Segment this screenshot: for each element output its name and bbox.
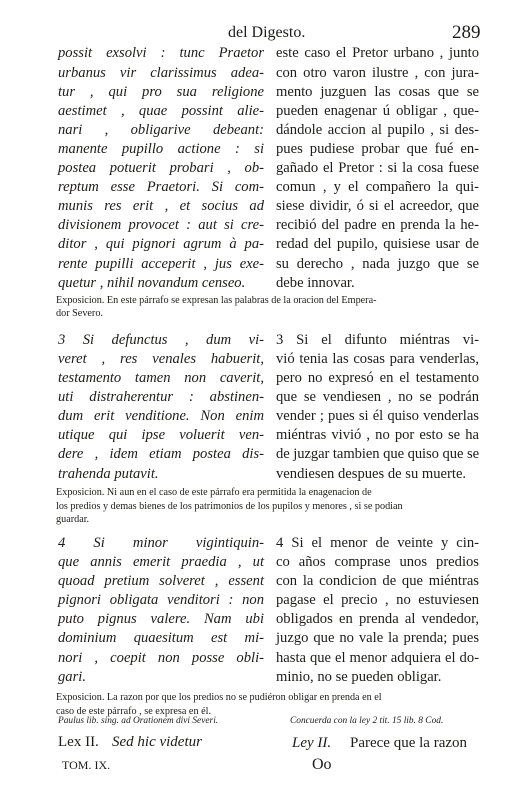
latin-line: postea potuerit probari , ob- [58, 160, 264, 177]
latin-line: divisionem provocet : aut si cre- [58, 217, 264, 234]
latin-line: dum erit venditione. Non enim [58, 408, 264, 425]
spanish-line: hasta que el menor adquiera el do- [276, 649, 479, 666]
latin-line: urbanus vir clarissimus adea- [58, 64, 264, 81]
spanish-line: debe innovar. [276, 274, 355, 291]
latin-line: aestimet , quae possint alie- [58, 102, 264, 119]
spanish-line: vendiesen despues de su muerte. [276, 465, 467, 482]
running-head: del Digesto. [228, 24, 306, 41]
spanish-line: con la condicion de que miéntras [276, 573, 479, 590]
latin-line: rente pupilli acceperit , jus exe- [58, 255, 264, 272]
spanish-line: con otro varon ilustre , con jura- [276, 64, 479, 81]
volume-label: TOM. IX. [62, 758, 111, 772]
latin-line: utique qui ipse voluerit ven- [58, 427, 264, 444]
spanish-line: 4 Si el menor de veinte y cin- [276, 535, 479, 552]
latin-line: ditor , qui pignori agrum à pa- [58, 236, 264, 253]
lex-heading: Lex II. [58, 734, 99, 750]
latin-line: 4 Si minor vigintiquin- [58, 535, 264, 552]
latin-line: quoad pretium solveret , essent [58, 573, 264, 590]
latin-line: dere , idem etiam postea dis- [58, 446, 264, 463]
spanish-line: recibió del padre en prenda la he- [276, 217, 479, 234]
spanish-line: vender ; pues si él quiso venderlas [276, 408, 479, 425]
spanish-line: minio, no se pueden obligar. [276, 668, 442, 685]
latin-line: 3 Si defunctus , dum vi- [58, 331, 264, 348]
spanish-line: obligados en prenda al vendedor, [276, 611, 479, 628]
spanish-line: pueden enagenar ú obligar , que- [276, 102, 479, 119]
exposition-line: guardar. [56, 513, 90, 525]
spanish-line: comun , y el compañero la qui- [276, 179, 479, 196]
latin-line: possit exsolvi : tunc Praetor [58, 45, 264, 62]
exposition-line: dor Severo. [56, 308, 103, 320]
left-reference: Paulus lib. sing. ad Orationem divi Severi. [58, 716, 219, 726]
latin-line: dominium quaesitum est mi- [58, 630, 264, 647]
latin-line: que annis emerit praedia , ut [58, 554, 264, 571]
latin-line: nari , obligarive debeant: [58, 121, 264, 138]
latin-line: munis res erit , et socius ad [58, 198, 264, 215]
lex-text: Sed hic videtur [112, 734, 202, 750]
page-number: 289 [452, 22, 481, 43]
latin-line: gari. [58, 668, 86, 685]
spanish-line: 3 Si el difunto miéntras vi- [276, 331, 479, 348]
spanish-line: dándole accion al pupilo , si des- [276, 121, 479, 138]
spanish-line: pero no expresó en el testamento [276, 370, 479, 387]
signature-mark: Oo [312, 756, 332, 773]
latin-line: pignori obligata venditori : non [58, 592, 264, 609]
exposition-line: Exposicion. La razon por que los predios no se pudiéron obligar en prenda en el [56, 692, 382, 704]
spanish-line: mento juzguen las cosas que se [276, 83, 479, 100]
spanish-line: este caso el Pretor urbano , junto [276, 45, 479, 62]
exposition-line: caso de este párrafo , se expresa en él. [56, 705, 211, 717]
spanish-line: siese dividir, ó si el acreedor, que [276, 198, 479, 215]
latin-line: quetur , nihil novandum censeo. [58, 274, 246, 291]
latin-line: manente pupillo actione : si [58, 140, 264, 157]
latin-line: veret , res venales habuerit, [58, 350, 264, 367]
spanish-line: su derecho , nada juzgo que se [276, 255, 479, 272]
latin-line: trahenda putavit. [58, 465, 159, 482]
latin-line: tur , qui pro sua religione [58, 83, 264, 100]
spanish-line: que se vendiesen , no se podrán [276, 389, 479, 406]
spanish-line: redad del pupilo, quisiese usar de [276, 236, 479, 253]
ley-text: Parece que la razon [350, 735, 468, 751]
spanish-line: pagase el precio , no estuviesen [276, 592, 479, 609]
latin-line: uti distraherentur : abstinen- [58, 389, 264, 406]
right-reference: Concuerda con la ley 2 tit. 15 lib. 8 Cod. [290, 716, 444, 726]
spanish-line: miéntras vivió , no por esto se ha [276, 427, 479, 444]
latin-line: puto pignus valere. Nam ubi [58, 611, 264, 628]
latin-line: testamento tamen non caverit, [58, 370, 264, 387]
spanish-line: juzgo que no vale la prenda; pues [276, 630, 479, 647]
latin-line: nori , coepit non posse obli- [58, 649, 264, 666]
spanish-line: co años comprase unos predios [276, 554, 479, 571]
spanish-line: de juzgar tambien que quiso que se [276, 446, 479, 463]
latin-line: reptum esse Praetori. Si com- [58, 179, 264, 196]
exposition-line: Exposicion. Ni aun en el caso de este párrafo era permitida la enagenacion de [56, 487, 372, 499]
exposition-line: los predios y demas bienes de los patrimonios de los pupilos y menores , si se podian [56, 500, 403, 512]
spanish-line: pues pudiese probar que fué en- [276, 140, 479, 157]
spanish-line: vió tenia las cosas para venderlas, [276, 350, 479, 367]
exposition-line: Exposicion. En este párrafo se expresan las palabras de la oracion del Empera- [56, 295, 377, 307]
spanish-line: gañado el Pretor : si la cosa fuese [276, 160, 479, 177]
ley-heading: Ley II. [292, 735, 332, 751]
